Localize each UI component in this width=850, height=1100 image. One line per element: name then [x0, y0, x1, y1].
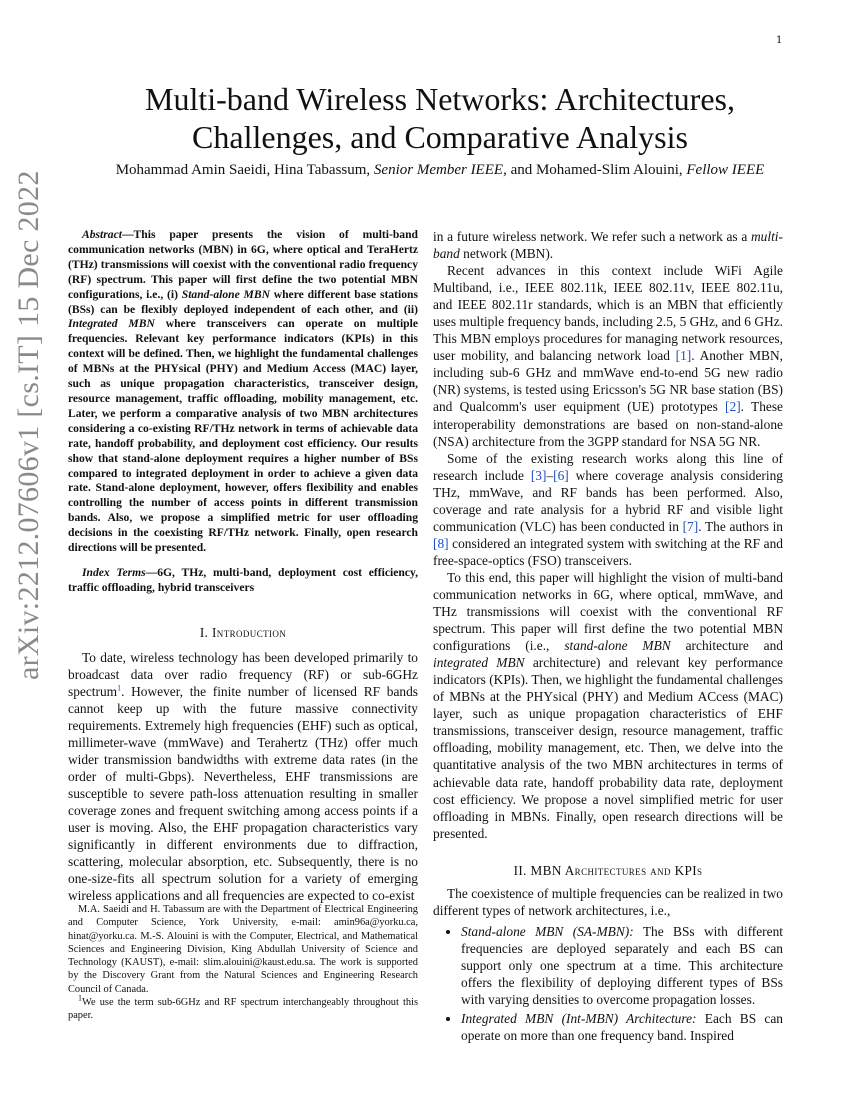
- index-terms: Index Terms—6G, THz, multi-band, deployment cost efficiency, traffic offloading, hybrid transceivers: [68, 565, 418, 594]
- intro-paragraph: To date, wireless technology has been developed primarily to broadcast data over radio frequency (RF) or sub-6GHz spectrum$^1$. However, the finite number of licensed RF bands cannot keep up with the future massive connectivity requirements. Extremely high frequencies (EHF) such as optical, millimeter-wave (mmWave) and Terahertz (THz) offer much wider transmission bandwidths with extreme data rates (in the order of multi-Gbps). Nevertheless, EHF transmissions are susceptible to severe path-loss attenuation resulting in smaller coverage zones and frequent switching among access points if a user is moving. Also, the EHF propagation characteristics vary significantly in different environments due to diffraction, scattering, molecular absorption, etc. Subsequently, there is no one-size-fits all spectrum solution for a variety of emerging wireless applications and all frequencies are expected to co-exist: [68, 649, 418, 904]
- author-names-mid: , and Mohamed-Slim Alouini,: [503, 162, 687, 178]
- list-item-sa-mbn: • Stand-alone MBN (SA-MBN): The BSs with different frequencies are deployed separately and each BS can support only one spectrum at a time. This architecture offers the flexibility of deploying different types of BSs with varying densities to overcome propagation losses.: [461, 923, 783, 1008]
- author-names: Mohammad Amin Saeidi, Hina Tabassum,: [115, 162, 374, 178]
- citation-2[interactable]: [2]: [725, 399, 741, 415]
- right-column: [433, 228, 783, 1046]
- citation-1[interactable]: [1]: [675, 348, 692, 364]
- citation-6[interactable]: [6]: [553, 467, 569, 483]
- paper-title: Multi-band Wireless Networks: Architectures, Challenges, and Comparative Analysis: [145, 81, 735, 155]
- paragraph-coexistence: The coexistence of multiple frequencies can be realized in two different types of network architectures, i.e.,: [433, 885, 783, 918]
- page-number: 1: [776, 35, 783, 46]
- paragraph-to-this-end: To this end, this paper will highlight the vision of multi-band communication networks in 6G, where optical, mmWave, and THz transmissions will coexist with the conventional RF spectrum. This paper will first define the two potential MBN configurations (i.e., stand-alone MBN architecture and integrated MBN architecture) and relevant key performance indicators (KPIs). Then, we highlight the fundamental challenges of MBNs at the PHYsical (PHY) and Medium ACcess (MAC) layer, such as unique propagation characteristics of EHF transmissions, transceiver design, resource management, traffic offloading, mobility management, etc. Then, we delve into the quantitative analysis of the two MBN architectures in terms of achievable data rate, handoff probability data rate, deployment cost efficiency. We propose a novel simplified metric for user offloading in MBNs. Finally, open research directions will be presented.: [433, 569, 784, 841]
- paragraph-recent-advances: Recent advances in this context include WiFi Agile Multiband, i.e., IEEE 802.11k, IEEE 802.11v, IEEE 802.11u, and IEEE 802.11r standards, which is an MBN that efficiently uses multiple frequency bands, including 2.5, 5 GHz, and 6 GHz. This MBN employs procedures for managing network resources, user mobility, and balancing network load [1]. Another MBN, including sub-6 GHz and mmWave end-to-end 5G new radio (NR) systems, is tested using Ericsson's 5G NR base station (BS) and Qualcomm's user equipment (UE) prototypes [2]. These interoperability demonstrations are based on non-stand-alone (NSA) architecture from the 3GPP standard for NSA 5G NR.: [433, 263, 783, 449]
- section-heading-mbn-architectures: II. MBN Architectures and KPIs: [513, 862, 703, 878]
- intro-continuation: in a future wireless network. We refer such a network as a multi-band network (MBN).: [433, 229, 783, 262]
- citation-3[interactable]: [3]: [530, 467, 547, 483]
- index-terms-label: Index Terms: [82, 565, 146, 579]
- citation-8[interactable]: [8]: [433, 535, 449, 551]
- tabassum-role: Senior Member IEEE: [373, 162, 504, 178]
- paragraph-existing-research: Some of the existing research works along this line of research include [3]–[6] where coverage analysis considering THz, mmWave, and RF bands has been performed. Also, coverage and rate analysis for a hybrid RF and visible light communication (VLC) has been conducted in [7]. The authors in [8] considered an integrated system with switching at the RF and free-space-optics (FSO) transceivers.: [433, 450, 783, 568]
- left-column: [68, 228, 418, 905]
- affiliation-footnote: M.A. Saeidi and H. Tabassum are with the Department of Electrical Engineering and Computer Science, York University, e-mail: amin96a@yorku.ca, hinat@yorku.ca. M.-S. Alouini is with the Computer, Electrical, and Mathematical Sciences and Engineering Division, King Abdullah University of Science and Technology (KAUST), e-mail: slim.alouini@kaust.edu.sa. The work is supported by the Discovery Grant from the Natural Sciences and Engineering Research Council of Canada.: [68, 904, 418, 995]
- list-item-int-mbn: • Integrated MBN (Int-MBN) Architecture: Each BS can operate on more than one frequency band. Inspired: [461, 1010, 783, 1044]
- footnote-mark[interactable]: 1: [117, 683, 122, 693]
- footnote-1: $^1$We use the term sub-6GHz and RF spectrum interchangeably throughout this paper.: [68, 993, 418, 1022]
- abstract-label: Abstract: [82, 228, 122, 241]
- citation-7[interactable]: [7]: [682, 518, 699, 534]
- alouini-role: Fellow IEEE: [686, 162, 765, 178]
- abstract: Abstract—This paper presents the vision of multi-band communication networks (MBN) in 6G, where optical and TeraHertz (THz) transmissions will coexist with the conventional radio frequency (RF) spectrum. This paper will first define the two potential MBN configurations, i.e., (i) Stand-alone MBN where different base stations (BSs) can be flexibly deployed independent of each other, and (ii) Integrated MBN where transceivers can operate on multiple frequencies. Relevant key performance indicators (KPIs) in this context will be defined. Then, we highlight the fundamental challenges of MBNs at the PHYsical (PHY) and Medium Access (MAC) layer, such as unique propagation characteristics, transceiver design, resource management, traffic offloading, mobility management, etc. Later, we perform a comparative analysis of two MBN architectures considering a co-existing RF/THz network in terms of achievable data rate, handoff probability, and deployment cost efficiency. Our results show that stand-alone deployment requires a higher number of BSs compared to integrated deployment in order to achieve a given data rate. Stand-alone deployment, however, offers flexibility and enables controlling the number of access points in different transmission bands. Also, we propose a simplified metric for user offloading decisions in the coexisting RF/THz network. Finally, open research directions will be presented.: [68, 228, 418, 555]
- section-heading-introduction: I. Introduction: [199, 624, 287, 640]
- architecture-list: [433, 923, 783, 1044]
- arxiv-stamp: arXiv:2212.07606v1 [cs.IT] 15 Dec 2022: [12, 170, 45, 680]
- footnotes: [68, 903, 418, 1023]
- author-list: [70, 160, 810, 180]
